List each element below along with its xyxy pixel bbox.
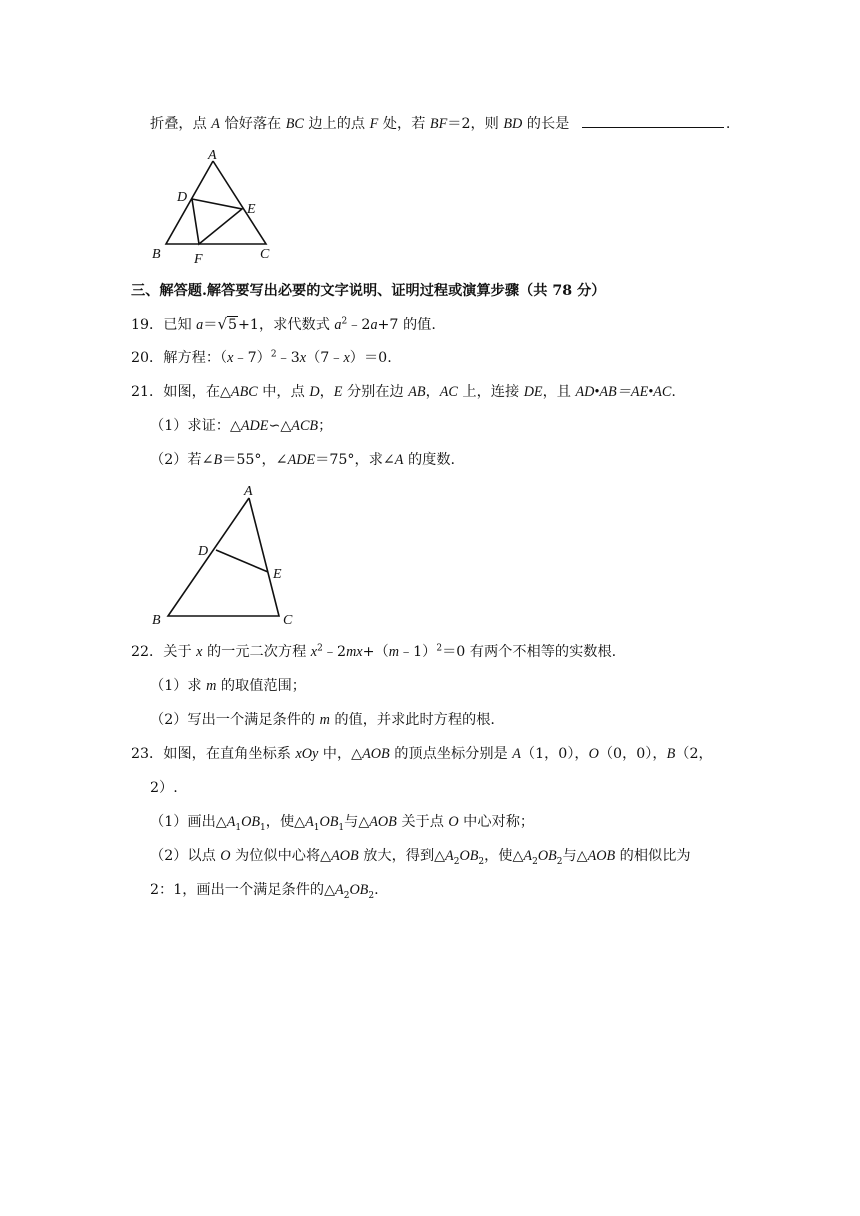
q18-text: ＝2，则 (447, 116, 504, 132)
q23-text: （1，0）， (520, 746, 589, 762)
q18-var-a: A (211, 116, 220, 132)
section-3-text: 三、解答题.解答要写出必要的文字说明、证明过程或演算步骤（共 78 分） (131, 283, 606, 299)
fig2-label-c: C (283, 613, 293, 628)
q21-var: D (309, 384, 320, 400)
question-23 (131, 744, 713, 764)
q23-text: . (374, 882, 379, 898)
q21-text: ＝55°，∠ (222, 452, 288, 468)
q19-var: a (370, 317, 378, 333)
q23-text: ，使△ (265, 814, 306, 830)
fig2-label-b: B (152, 613, 161, 628)
question-22 (131, 642, 616, 662)
q18-text: 边上的点 (303, 116, 370, 132)
q23-text: ，使△ (484, 848, 524, 864)
q19-radicand: 5 (228, 317, 238, 333)
q20-text: （7﹣ (306, 350, 344, 366)
q23-text: 中心对称； (458, 814, 535, 830)
q22-var: x (310, 644, 318, 660)
q23-var: O (448, 814, 459, 830)
q23-subscript: 2 (478, 856, 485, 867)
q23-text: （2， (675, 746, 713, 762)
q22-var: mx (346, 644, 363, 660)
fig2-label-e: E (273, 567, 282, 582)
q23-text: 与△ (344, 814, 370, 830)
q23-var: B (666, 746, 676, 762)
q23-text: （2）以点 (150, 848, 221, 864)
q23-var: xOy (295, 746, 319, 762)
q22-number: 22． (131, 644, 164, 660)
figure-triangle-ade (145, 480, 305, 630)
question-21-part-1 (150, 416, 332, 436)
q19-text: +1，求代数式 (238, 317, 335, 333)
q18-var-bd: BD (503, 116, 523, 132)
fig1-label-a: A (208, 148, 217, 163)
q19-var: a (334, 317, 342, 333)
q21-text: （1）求证：△ (150, 418, 241, 434)
q23-subscript: 2 (532, 856, 538, 867)
q21-var: B (213, 452, 223, 468)
q21-text: 的度数. (403, 452, 456, 468)
fig2-segment-de (216, 550, 268, 572)
q19-text: ﹣2 (347, 317, 371, 333)
question-22-part-1 (150, 676, 306, 696)
q21-text: ， (425, 384, 440, 400)
q20-var: x (343, 350, 350, 366)
q21-number: 21． (131, 384, 164, 400)
q22-text: +（ (362, 644, 389, 660)
q23-var: OB (349, 882, 369, 898)
question-23-part-1 (150, 812, 534, 832)
q21-text: 分别在边 (342, 384, 409, 400)
q20-text: 解方程：（ (163, 350, 228, 366)
q21-text: ， (319, 384, 334, 400)
q22-var: x (196, 644, 203, 660)
q21-text: 如图，在△ (163, 384, 231, 400)
q21-var: AB (408, 384, 426, 400)
q18-text: 折叠，点 (150, 116, 212, 132)
q21-text: （2）若∠ (150, 452, 214, 468)
q23-subscript: 2 (453, 856, 460, 867)
q21-var: E (333, 384, 343, 400)
q23-var: A (226, 814, 236, 830)
q19-exponent: 2 (341, 316, 348, 327)
q22-text: ﹣2 (322, 644, 347, 660)
q23-var: AOB (587, 848, 616, 864)
q23-var: OB (537, 848, 557, 864)
q22-text: 的取值范围； (216, 678, 306, 694)
question-23-line-2 (150, 778, 178, 798)
q18-var-bc: BC (285, 116, 304, 132)
question-20 (131, 348, 392, 368)
q19-text: ＝ (203, 317, 218, 333)
q23-var: A (512, 746, 521, 762)
fig1-label-d: D (177, 190, 188, 205)
q23-text: 为位似中心将△ (230, 848, 332, 864)
q20-text: ）＝0. (349, 350, 392, 366)
q20-exponent: 2 (270, 349, 277, 360)
q23-var: OB (319, 814, 339, 830)
q19-number: 19． (131, 317, 164, 333)
q20-var: x (299, 350, 307, 366)
q23-text: 如图，在直角坐标系 (163, 746, 296, 762)
q23-text: （1）画出△ (150, 814, 227, 830)
q21-text: ∽△ (268, 418, 292, 434)
q21-var: DE (523, 384, 543, 400)
q18-var-f: F (369, 116, 379, 132)
q23-var: AOB (369, 814, 397, 830)
q22-text: （2）写出一个满足条件的 (150, 712, 320, 728)
q19-var: a (196, 317, 204, 333)
q21-text: 中，点 (257, 384, 310, 400)
q22-text: ﹣1） (398, 644, 437, 660)
figure-triangle-fold (145, 145, 285, 270)
question-21 (131, 382, 676, 402)
q18-text: 的长是 (522, 116, 574, 132)
q20-text: ﹣7） (233, 350, 271, 366)
q23-text: 的顶点坐标分别是 (389, 746, 513, 762)
q22-text: （1）求 (150, 678, 207, 694)
q23-number: 23． (131, 746, 164, 762)
q23-subscript: 2 (368, 890, 375, 901)
fig1-label-e: E (247, 202, 256, 217)
q23-subscript: 1 (338, 822, 345, 833)
fig2-label-d: D (198, 544, 209, 559)
question-22-part-2 (150, 710, 495, 730)
q22-var: m (388, 644, 399, 660)
fig2-triangle (168, 498, 279, 616)
q21-text: 上，连接 (457, 384, 524, 400)
q21-var: A (394, 452, 404, 468)
q22-exponent: 2 (317, 643, 323, 654)
q18-text: 恰好落在 (219, 116, 286, 132)
q18-continuation (150, 113, 730, 134)
q21-product: AD•AB＝AE•AC (575, 384, 672, 400)
q23-text: 2：1，画出一个满足条件的△ (150, 882, 336, 898)
q23-var: A (305, 814, 314, 830)
q23-subscript: 1 (235, 822, 242, 833)
q22-exponent: 2 (436, 643, 443, 654)
q21-var: ADE (287, 452, 316, 468)
q23-var: OB (241, 814, 261, 830)
q19-text: +7 的值. (377, 317, 436, 333)
question-19 (131, 314, 436, 335)
q23-var: O (588, 746, 599, 762)
q21-text: ，且 (542, 384, 576, 400)
q22-text: 的值，并求此时方程的根. (329, 712, 495, 728)
q23-var: AOB (362, 746, 390, 762)
q23-var: A (335, 882, 344, 898)
q19-text: 已知 (163, 317, 197, 333)
fig1-label-c: C (260, 247, 270, 262)
q20-number: 20． (131, 350, 164, 366)
fig1-fold-lines (192, 199, 242, 244)
sqrt-sign-icon: √ (217, 315, 227, 333)
q23-text: 2）. (150, 780, 178, 796)
q23-subscript: 2 (556, 856, 563, 867)
q23-text: 关于点 (396, 814, 449, 830)
question-23-line-3 (150, 880, 379, 900)
q21-text: ； (318, 418, 333, 434)
q21-text: . (671, 384, 676, 400)
fig2-label-a: A (244, 484, 253, 499)
q23-text: 与△ (562, 848, 588, 864)
q21-var: AC (439, 384, 458, 400)
answer-blank[interactable] (582, 113, 724, 128)
q22-text: 关于 (163, 644, 197, 660)
q20-var: x (227, 350, 234, 366)
q23-subscript: 2 (343, 890, 350, 901)
q23-subscript: 1 (313, 822, 320, 833)
q18-var-bf: BF (429, 116, 448, 132)
q23-text: 放大，得到△ (358, 848, 446, 864)
q20-text: ﹣3 (276, 350, 300, 366)
q21-var: ADE (240, 418, 269, 434)
q23-var: A (523, 848, 533, 864)
q23-text: （0，0）， (598, 746, 667, 762)
section-3-heading (131, 281, 605, 301)
q21-var: ACB (291, 418, 319, 434)
fig1-label-f: F (194, 252, 203, 267)
q22-var: m (206, 678, 217, 694)
q23-var: O (220, 848, 231, 864)
q23-text: 中，△ (318, 746, 363, 762)
q22-text: ＝0 有两个不相等的实数根. (442, 644, 617, 660)
q21-var: ABC (230, 384, 258, 400)
q22-var: m (319, 712, 330, 728)
question-21-part-2 (150, 450, 455, 470)
q22-text: 的一元二次方程 (202, 644, 311, 660)
q18-text: 处，若 (378, 116, 430, 132)
q23-var: A (445, 848, 454, 864)
question-23-part-2 (150, 846, 691, 866)
q23-var: OB (459, 848, 479, 864)
q21-text: ＝75°，求∠ (315, 452, 395, 468)
q23-subscript: 1 (260, 822, 266, 833)
q18-period: . (725, 116, 731, 132)
q23-text: 的相似比为 (615, 848, 691, 864)
q23-var: AOB (331, 848, 359, 864)
fig1-label-b: B (152, 247, 161, 262)
